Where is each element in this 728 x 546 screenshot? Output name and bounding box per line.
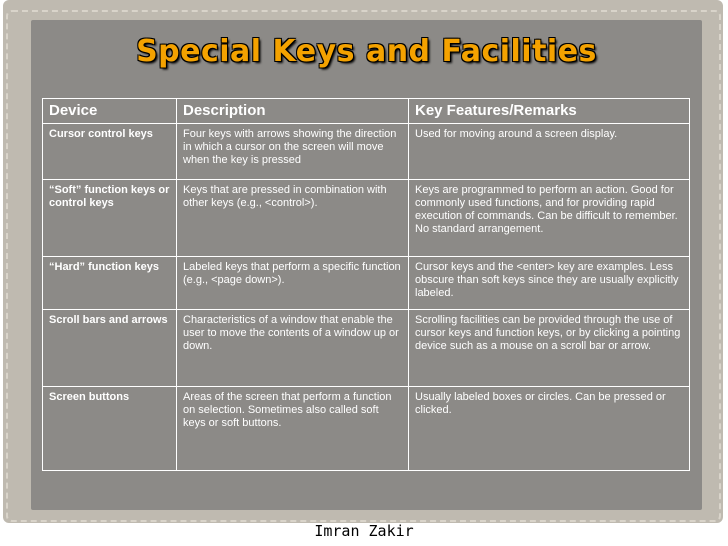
cell-device: “Hard” function keys (43, 257, 177, 310)
cell-remarks: Scrolling facilities can be provided through the use of cursor keys and function keys, or by clicking a pointing device such as a mouse on a scroll bar or arrow. (409, 310, 690, 387)
cell-description: Labeled keys that perform a specific function (e.g., <page down>). (177, 257, 409, 310)
cell-remarks: Cursor keys and the <enter> key are examples. Less obscure than soft keys since they are usually explicitly labeled. (409, 257, 690, 310)
header-remarks: Key Features/Remarks (409, 99, 690, 124)
header-description: Description (177, 99, 409, 124)
header-device: Device (43, 99, 177, 124)
cell-device: Cursor control keys (43, 124, 177, 180)
slide-title: Special Keys and Facilities (136, 34, 597, 69)
table-row (43, 257, 690, 310)
table-header-row (43, 99, 690, 124)
special-keys-table (42, 98, 690, 471)
footer-author: Imran Zakir (314, 522, 414, 540)
table-row (43, 310, 690, 387)
cell-device: Screen buttons (43, 387, 177, 471)
cell-description: Keys that are pressed in combination with other keys (e.g., <control>). (177, 180, 409, 257)
cell-device: Scroll bars and arrows (43, 310, 177, 387)
cell-remarks: Usually labeled boxes or circles. Can be pressed or clicked. (409, 387, 690, 471)
table-row (43, 387, 690, 471)
cell-remarks: Used for moving around a screen display. (409, 124, 690, 180)
cell-description: Areas of the screen that perform a function on selection. Sometimes also called soft keys or soft buttons. (177, 387, 409, 471)
cell-remarks: Keys are programmed to perform an action. Good for commonly used functions, and for providing rapid execution of commands. Can be difficult to remember. No standard arrangement. (409, 180, 690, 257)
cell-description: Four keys with arrows showing the direction in which a cursor on the screen will move when the key is pressed (177, 124, 409, 180)
table-row (43, 180, 690, 257)
cell-device: “Soft” function keys or control keys (43, 180, 177, 257)
table-row (43, 124, 690, 180)
cell-description: Characteristics of a window that enable the user to move the contents of a window up or down. (177, 310, 409, 387)
